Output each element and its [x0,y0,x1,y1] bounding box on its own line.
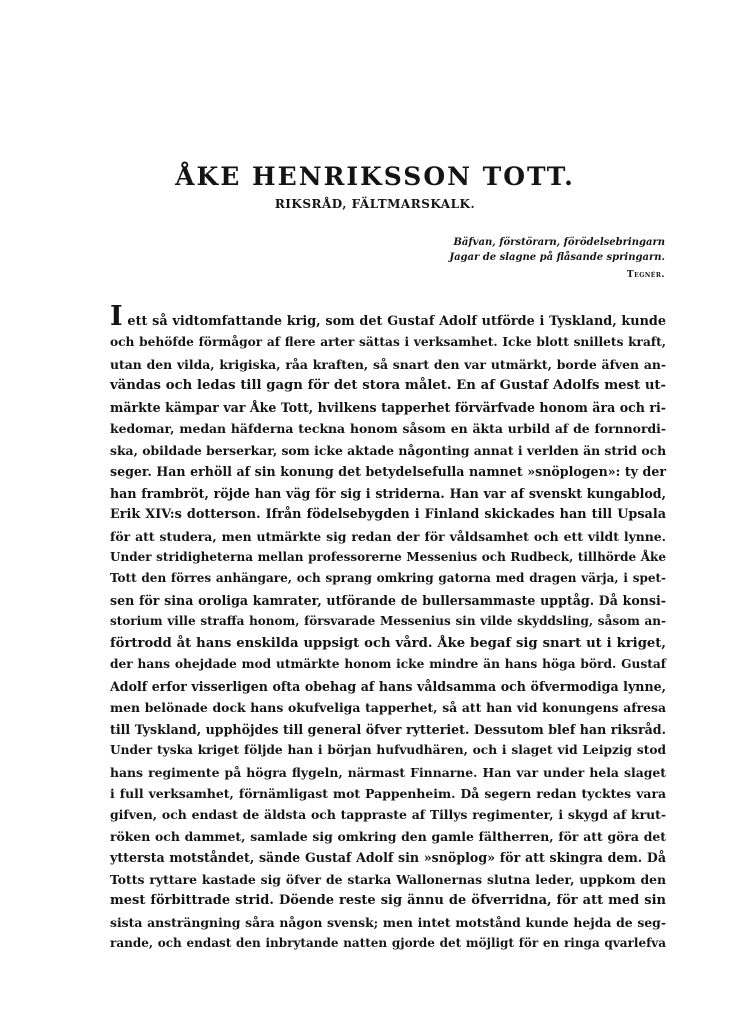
body-line: gifven, och endast de äldsta och tappraste af Tillys regimenter, i skygd af krut- [110,807,666,823]
drop-cap: I [110,301,123,332]
body-line: yttersta motståndet, sände Gustaf Adolf sin »snöplog» för att skingra dem. Då [110,850,666,866]
body-line [110,301,666,332]
body-line: i full verksamhet, förnämligast mot Pappenheim. Då segern redan tycktes vara [110,785,666,801]
body-line: seger. Han erhöll af sin konung det betydelsefulla namnet »snöplogen»: ty der [110,464,666,480]
body-line: och behöfde förmågor af flere arter sättas i verksamhet. Icke blott snillets kraft, [110,335,666,350]
body-line: förtrodd åt hans enskilda uppsigt och vård. Åke begaf sig snart ut i kriget, [110,635,666,651]
epigraph [380,235,665,265]
body-line: kedomar, medan häfderna teckna honom såsom en äkta urbild af de fornnordi- [110,421,666,437]
body-line: men belönade dock hans okufveliga tapperhet, så att han vid konungens afresa [110,700,666,716]
body-line: mest förbittrade strid. Döende reste sig ännu de öfverridna, för att med sin [110,893,666,909]
body-line: ska, obildade berserkar, som icke aktade någonting annat i verlden än strid och [110,442,667,458]
body-line: Under tyska kriget följde han i början hufvudhären, och i slaget vid Leipzig stod [110,743,666,758]
body-line: der hans ohejdade mod utmärkte honom icke mindre än hans höga börd. Gustaf [110,657,666,672]
body-line: hans regimente på högra flygeln, närmast Finnarne. Han var under hela slaget [110,764,666,780]
body-line: Totts ryttare kastade sig öfver de starka Wallonernas slutna leder, uppkom den [110,871,666,887]
body-line: utan den vilda, krigiska, råa kraften, så snart den var utmärkt, borde äfven an- [110,356,666,372]
body-line: han frambröt, röjde han väg för sig i striderna. Han var af svenskt kungablod, [110,485,666,501]
body-line: sista ansträngning såra någon svensk; men intet motstånd kunde hejda de seg- [110,914,666,930]
body-line: sen för sina oroliga kamrater, utförande de bullersammaste upptåg. Då konsi- [110,592,666,608]
body-line: Tott den förres anhängare, och sprang omkring gatorna med dragen värja, i spet- [110,571,666,586]
body-line: för att studera, men utmärkte sig redan der för våldsamhet och ett vildt lynne. [110,528,666,544]
body-line: Erik XIV:s dotterson. Ifrån födelsebygden i Finland skickades han till Upsala [110,507,666,523]
body-line: Adolf erfor visserligen ofta obehag af hans våldsamma och öfvermodiga lynne, [110,678,666,694]
body-line: till Tyskland, upphöjdes till general öfver rytteriet. Dessutom blef han riksråd. [110,721,666,737]
epigraph-attribution: Tegnér. [626,270,665,280]
epigraph-line: Bäfvan, förstörarn, förödelsebringarn [453,237,665,248]
body-line: rande, och endast den inbrytande natten gjorde det möjligt för en ringa qvarlefva [110,936,666,951]
chapter-title: ÅKE HENRIKSSON TOTT. [175,162,575,191]
body-text [110,301,667,955]
body-line: Under stridigheterna mellan professorerne Messenius och Rudbeck, tillhörde Åke [110,549,666,564]
body-line: storium ville straffa honom, försvarade Messenius sin vilde skyddsling, såsom an- [110,614,666,629]
body-line: röken och dammet, samlade sig omkring den gamle fältherren, för att göra det [110,828,666,844]
body-line: märkte kämpar var Åke Tott, hvilkens tapperhet förvärfvade honom ära och ri- [110,399,666,415]
body-line-text: ett så vidtomfattande krig, som det Gustaf Adolf utförde i Tyskland, kunde [127,314,666,329]
chapter-subtitle: RIKSRÅD, FÄLTMARSKALK. [274,197,476,211]
body-line: vändas och ledas till gagn för det stora målet. En af Gustaf Adolfs mest ut- [110,378,666,394]
epigraph-line: Jagar de slagne på flåsande springarn. [449,252,665,263]
